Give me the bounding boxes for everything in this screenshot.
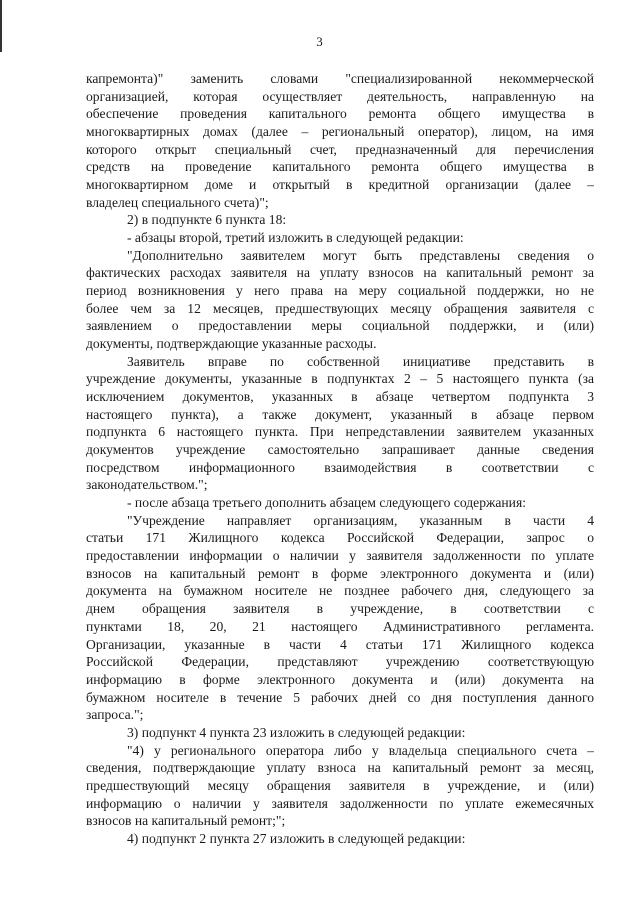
text-line: информацию в форме электронного документа и (или) документа на bbox=[86, 671, 594, 687]
text-line: бумажном носителе в течение 5 рабочих дней со дня поступления данного bbox=[86, 689, 594, 705]
text-line: период возникновения у него права на меру социальной поддержки, но не bbox=[86, 283, 594, 299]
text-line: предшествующий месяцу обращения заявителя в учреждение, и (или) bbox=[86, 777, 594, 793]
text-line: исключением документов, указанных в абзаце четвертом подпункта 3 bbox=[86, 389, 594, 405]
text-line: документы, подтверждающие указанные расходы. bbox=[86, 336, 377, 352]
text-line: "4) у регионального оператора либо у владельца специального счета – bbox=[127, 742, 594, 758]
text-line: учреждение документы, указанные в подпунктах 2 – 5 настоящего пункта (за bbox=[86, 371, 594, 387]
text-line: Заявитель вправе по собственной инициативе представить в bbox=[127, 353, 594, 369]
text-line: 3) подпункт 4 пункта 23 изложить в следующей редакции: bbox=[127, 724, 466, 740]
text-line: посредством информационного взаимодействия в соответствии с bbox=[86, 459, 594, 475]
text-line: владелец специального счета)"; bbox=[86, 194, 269, 210]
text-line: документа на бумажном носителе не позднее рабочего дня, следующего за bbox=[86, 583, 594, 599]
text-line: организацией, которая осуществляет деятельность, направленную на bbox=[86, 88, 594, 104]
text-line: днем обращения заявителя в учреждение, в соответствии с bbox=[86, 601, 594, 617]
text-line: "Дополнительно заявителем могут быть представлены сведения о bbox=[127, 247, 594, 263]
text-line: предоставлении информации о наличии у заявителя задолженности по уплате bbox=[86, 548, 594, 564]
text-line: многоквартирных домах (далее – региональный оператор), лицом, на имя bbox=[86, 124, 594, 140]
text-line: запроса."; bbox=[86, 707, 144, 723]
text-line: Организации, указанные в части 4 статьи 171 Жилищного кодекса bbox=[86, 636, 594, 652]
text-line: статьи 171 Жилищного кодекса Российской Федерации, запрос о bbox=[86, 530, 594, 546]
text-line: фактических расходах заявителя на уплату взносов на капитальный ремонт за bbox=[86, 265, 594, 281]
text-line: которого открыт специальный счет, предназначенный для перечисления bbox=[86, 141, 594, 157]
text-line: законодательством."; bbox=[86, 477, 208, 493]
text-line: Российской Федерации, представляют учреждению соответствующую bbox=[86, 654, 594, 670]
text-line: подпункта 6 настоящего пункта. При непредставлении заявителем указанных bbox=[86, 424, 594, 440]
text-line: - абзацы второй, третий изложить в следующей редакции: bbox=[127, 230, 464, 246]
text-line: средств на проведение капитального ремонта общего имущества в bbox=[86, 159, 594, 175]
text-line: - после абзаца третьего дополнить абзацем следующего содержания: bbox=[127, 495, 526, 511]
text-line: информацию о наличии у заявителя задолженности по уплате ежемесячных bbox=[86, 795, 594, 811]
text-line: 4) подпункт 2 пункта 27 изложить в следующей редакции: bbox=[127, 830, 466, 846]
page-number: 3 bbox=[316, 34, 323, 49]
text-line: пунктами 18, 20, 21 настоящего Административного регламента. bbox=[86, 618, 594, 634]
text-line: капремонта)" заменить словами "специализированной некоммерческой bbox=[86, 71, 594, 86]
text-line: более чем за 12 месяцев, предшествующих месяцу обращения заявителя с bbox=[86, 300, 594, 316]
text-line: 2) в подпункте 6 пункта 18: bbox=[127, 212, 287, 228]
text-line: взносов на капитальный ремонт в форме электронного документа и (или) bbox=[86, 565, 594, 581]
text-line: взносов на капитальный ремонт;"; bbox=[86, 813, 286, 829]
text-line: настоящего пункта), а также документ, указанный в абзаце первом bbox=[86, 406, 594, 422]
text-line: многоквартирном доме и открытый в кредитной организации (далее – bbox=[86, 177, 594, 193]
text-line: заявлением о предоставлении меры социальной поддержки, и (или) bbox=[86, 318, 594, 334]
text-line: сведения, подтверждающие уплату взноса на капитальный ремонт за месяц, bbox=[86, 760, 594, 776]
document-body-text bbox=[86, 70, 594, 848]
text-line: обеспечение проведения капитального ремонта общего имущества в bbox=[86, 106, 594, 122]
text-line: документов учреждение самостоятельно запрашивает данные сведения bbox=[86, 442, 594, 458]
text-line: "Учреждение направляет организациям, указанным в части 4 bbox=[127, 512, 594, 528]
